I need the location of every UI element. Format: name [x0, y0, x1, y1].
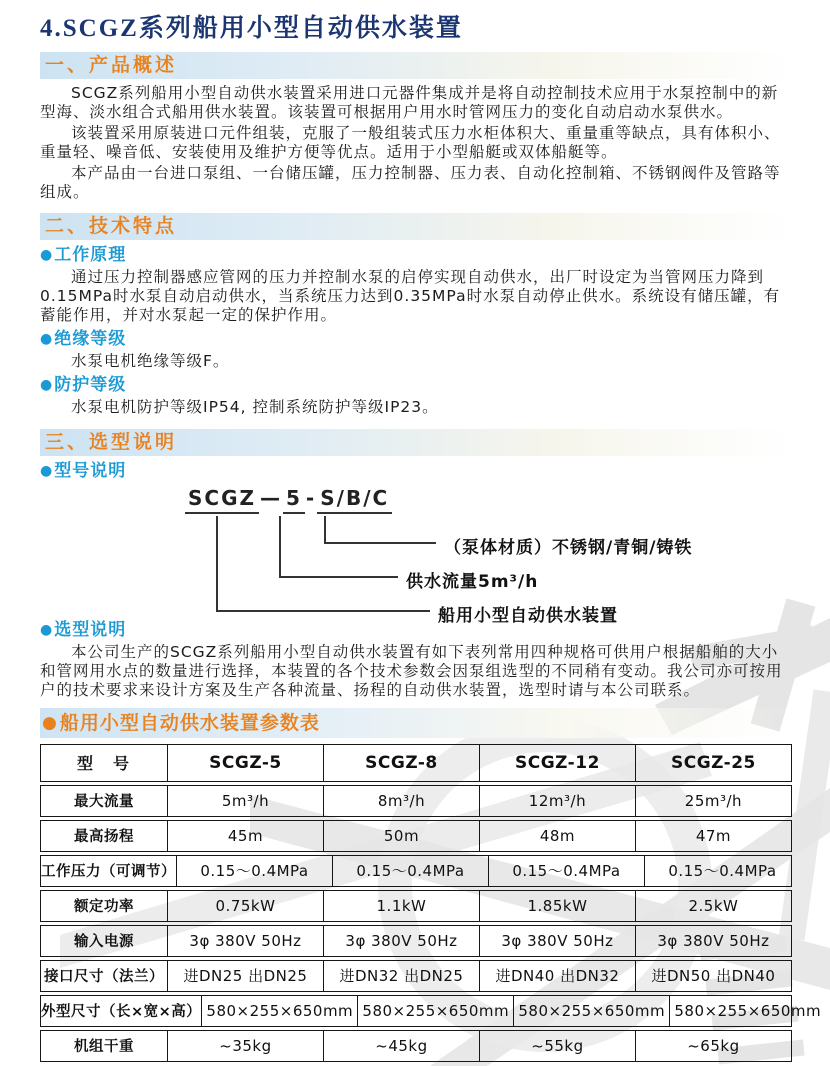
row-label: 机组干重	[73, 1039, 134, 1056]
table-row	[40, 785, 792, 817]
table-cell: 45m	[167, 821, 323, 851]
bullet-icon: ●	[40, 462, 54, 479]
table-cell: 580×255×650mm	[201, 996, 357, 1026]
table-cell: 8m³/h	[323, 786, 479, 816]
feature-protection-class-body: 水泵电机防护等级IP54, 控制系统防护等级IP23。	[71, 398, 439, 417]
table-row	[40, 1030, 792, 1062]
row-label: 接口尺寸（法兰）	[43, 969, 164, 986]
model-code-segment: S/B/C	[317, 486, 392, 514]
selection-note-heading	[40, 620, 792, 641]
model-code-segment: 5	[283, 486, 305, 514]
row-label: 外型尺寸（长×宽×高）	[41, 1004, 202, 1021]
callout-line	[216, 610, 430, 612]
callout-line	[216, 516, 218, 612]
table-cell: 0.15～0.4MPa	[176, 856, 332, 886]
bullet-icon: ●	[40, 377, 54, 394]
section-heading-features	[40, 213, 792, 240]
model-code	[185, 486, 392, 514]
feature-protection-class-heading	[40, 375, 792, 396]
callout-pump-material: （泵体材质）不锈钢/青铜/铸铁	[444, 537, 693, 558]
table-row	[40, 995, 822, 1027]
feature-insulation-class-heading	[40, 329, 792, 350]
table-cell: ~45kg	[323, 1031, 479, 1061]
feature-working-principle-label: 工作原理	[54, 245, 127, 266]
table-cell: 1.1kW	[323, 891, 479, 921]
table-row	[40, 890, 792, 922]
row-label: 最高扬程	[73, 829, 134, 846]
table-row	[40, 960, 792, 992]
table-cell: 580×255×650mm	[669, 996, 825, 1026]
table-cell: ~35kg	[167, 1031, 323, 1061]
overview-paragraph: SCGZ系列船用小型自动供水装置采用进口元器件集成并是将自动控制技术应用于水泵控制中的新型海、淡水组合式船用供水装置。该装置可根据用户用水时管网压力的变化自动启动水泵供水。	[40, 84, 779, 121]
callout-line	[324, 516, 326, 544]
table-cell: 5m³/h	[167, 786, 323, 816]
selection-note-label: 选型说明	[54, 619, 127, 640]
callout-line	[324, 542, 436, 544]
overview-paragraph: 该装置采用原装进口元件组装，克服了一般组装式压力水柜体积大、重量重等缺点，具有体积小、重量轻、噪音低、安装使用及维护方便等优点。适用于小型船艇或双体船艇等。	[40, 123, 781, 161]
feature-insulation-class-body: 水泵电机绝缘等级F。	[71, 352, 230, 371]
table-header-scgz25: SCGZ-25	[635, 745, 791, 781]
table-header-scgz8: SCGZ-8	[323, 745, 479, 781]
table-row	[40, 855, 792, 887]
feature-working-principle-heading	[40, 245, 792, 266]
model-code-separator: —	[260, 485, 282, 510]
table-cell: 进DN32 出DN25	[323, 961, 479, 991]
bullet-icon: ●	[40, 247, 54, 264]
model-designation-label: 型号说明	[54, 460, 127, 481]
table-cell: 48m	[479, 821, 635, 851]
table-cell: 3φ 380V 50Hz	[323, 926, 479, 956]
parameters-table-heading	[40, 708, 792, 738]
model-code-separator: -	[305, 485, 317, 510]
table-cell: 580×255×650mm	[513, 996, 669, 1026]
table-cell: 进DN25 出DN25	[167, 961, 323, 991]
table-cell: 50m	[323, 821, 479, 851]
callout-line	[279, 576, 398, 578]
table-cell: 25m³/h	[635, 786, 791, 816]
callout-line	[279, 516, 281, 578]
row-label: 额定功率	[73, 899, 134, 916]
table-cell: 12m³/h	[479, 786, 635, 816]
table-cell: ~55kg	[479, 1031, 635, 1061]
table-cell: 0.15～0.4MPa	[488, 856, 644, 886]
table-cell: 3φ 380V 50Hz	[635, 926, 791, 956]
row-label: 输入电源	[73, 934, 134, 951]
section-heading-overview	[40, 52, 792, 79]
bullet-icon: ●	[40, 331, 54, 348]
page-title: 4.SCGZ系列船用小型自动供水装置	[40, 15, 463, 42]
row-label: 最大流量	[73, 794, 134, 811]
table-row	[40, 820, 792, 852]
table-cell: ~65kg	[635, 1031, 791, 1061]
model-code-diagram	[40, 484, 792, 626]
table-header-scgz12: SCGZ-12	[479, 745, 635, 781]
callout-flow-rate: 供水流量5m³/h	[406, 571, 539, 592]
selection-note-body: 本公司生产的SCGZ系列船用小型自动供水装置有如下表列常用四种规格可供用户根据船舶的大小和管网用水点的数量进行选择，本装置的各个技术参数会因泵组选型的不同稍有变动。我公司亦可按用户的技术要求来设计方案及生产各种流量、扬程的自动供水装置，选型时请与本公司联系。	[40, 642, 783, 699]
table-cell: 0.75kW	[167, 891, 323, 921]
table-cell: 0.15～0.4MPa	[332, 856, 488, 886]
table-cell: 3φ 380V 50Hz	[167, 926, 323, 956]
parameters-table	[40, 744, 822, 1062]
table-row	[40, 925, 792, 957]
model-code-segment: SCGZ	[185, 486, 259, 514]
table-cell: 580×255×650mm	[357, 996, 513, 1026]
section-heading-selection-label: 三、选型说明	[45, 430, 178, 453]
table-header-model: 型 号	[76, 754, 131, 774]
section-heading-selection	[40, 429, 792, 456]
feature-protection-class-label: 防护等级	[54, 375, 127, 396]
table-header-row	[40, 744, 792, 782]
table-cell: 47m	[635, 821, 791, 851]
row-label: 工作压力（可调节）	[41, 864, 176, 881]
table-cell: 1.85kW	[479, 891, 635, 921]
section-heading-features-label: 二、技术特点	[45, 215, 178, 238]
bullet-icon: ●	[42, 712, 58, 733]
table-cell: 2.5kW	[635, 891, 791, 921]
table-cell: 进DN40 出DN32	[479, 961, 635, 991]
table-cell: 进DN50 出DN40	[635, 961, 791, 991]
callout-device-name: 船用小型自动供水装置	[438, 605, 618, 626]
bullet-icon: ●	[40, 621, 54, 638]
model-designation-heading	[40, 461, 792, 482]
parameters-table-heading-label: 船用小型自动供水装置参数表	[59, 711, 320, 734]
overview-paragraph: 本产品由一台进口泵组、一台储压罐，压力控制器、压力表、自动化控制箱、不锈钢阀件及管路等组成。	[40, 163, 781, 201]
table-header-scgz5: SCGZ-5	[167, 745, 323, 781]
section-heading-overview-label: 一、产品概述	[45, 54, 178, 76]
feature-insulation-class-label: 绝缘等级	[54, 329, 127, 350]
table-cell: 0.15～0.4MPa	[644, 856, 800, 886]
table-cell: 3φ 380V 50Hz	[479, 926, 635, 956]
feature-working-principle-body: 通过压力控制器感应管网的压力并控制水泵的启停实现自动供水，出厂时设定为当管网压力降到0.15MPa时水泵自动启动供水，当系统压力达到0.35MPa时水泵自动停止供水。系统设有储压罐，有蓄能作用，并对水泵起一定的保护作用。	[40, 268, 781, 325]
